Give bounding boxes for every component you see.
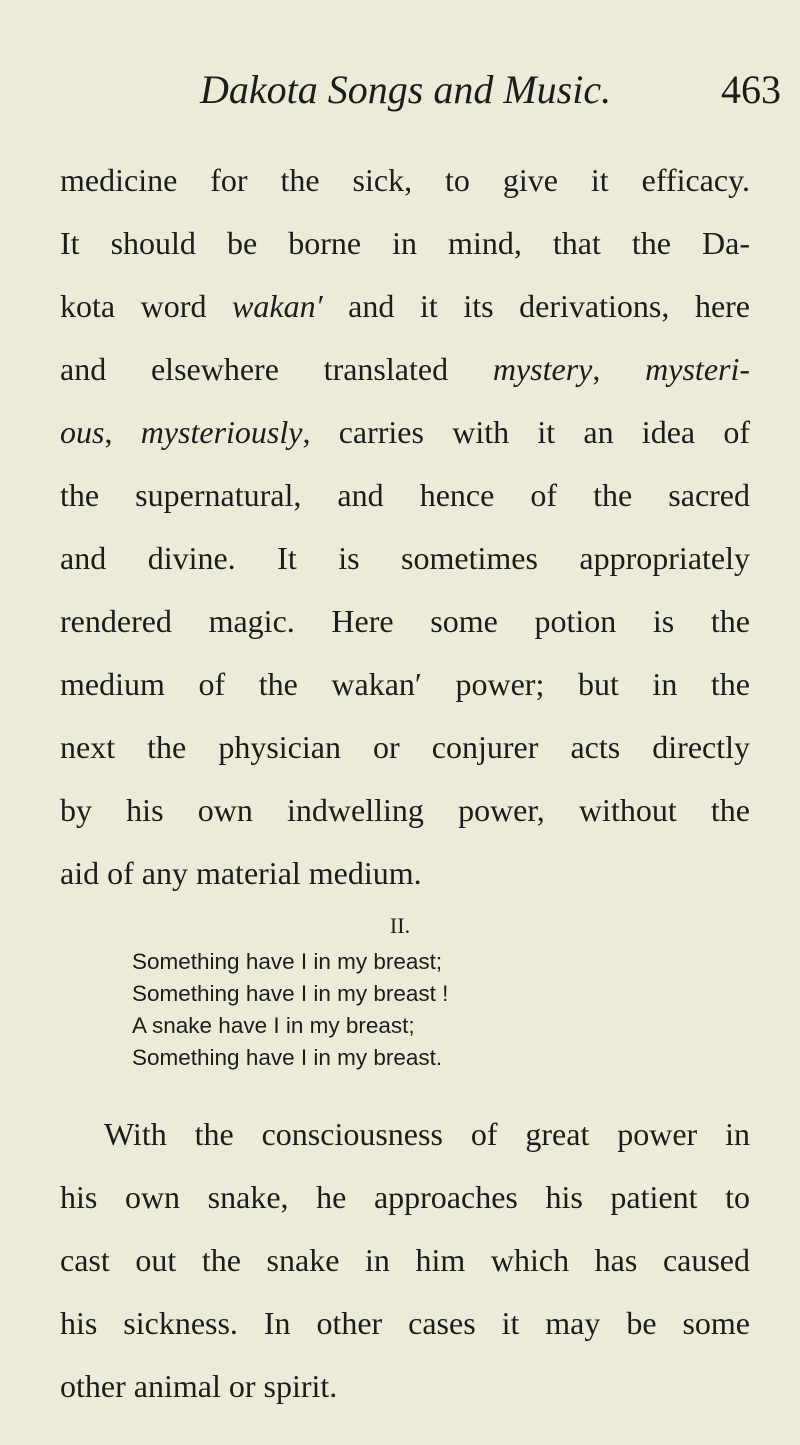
line-5-separator: ,	[104, 414, 141, 450]
paragraph-2-line-5: other animal or spirit.	[60, 1368, 338, 1404]
term-wakan: wakan′	[232, 288, 323, 324]
term-ous: ous	[60, 414, 105, 450]
term-mysteriously: mysteriously	[140, 414, 303, 450]
paragraph-1-line-10: next the physician or conjurer acts directly	[60, 729, 750, 765]
song-line-1: Something have I in my breast;	[132, 949, 443, 974]
paragraph-1-line-2: It should be borne in mind, that the Da-	[60, 225, 750, 261]
page-number: 463	[721, 67, 781, 112]
paragraph-1-line-3	[60, 286, 750, 326]
song-line-3: A snake have I in my breast;	[132, 1013, 415, 1038]
paragraph-1-line-11: by his own indwelling power, without the	[60, 792, 750, 828]
term-mysteri: mysteri-	[645, 351, 751, 387]
paragraph-1-line-12: aid of any material medium.	[60, 855, 422, 891]
paragraph-2-line-4: his sickness. In other cases it may be some	[60, 1305, 750, 1341]
running-title: Dakota Songs and Music.	[200, 67, 612, 112]
line-3-text-b: and it its derivations, here	[322, 288, 751, 324]
paragraph-2-line-3: cast out the snake in him which has caused	[60, 1242, 750, 1278]
paragraph-1-line-7: and divine. It is sometimes appropriately	[60, 540, 750, 576]
paragraph-1-line-9: medium of the wakan′ power; but in the	[60, 666, 750, 702]
paragraph-1-line-1: medicine for the sick, to give it efficacy.	[60, 162, 750, 198]
paragraph-1-line-8: rendered magic. Here some potion is the	[60, 603, 750, 639]
line-3-text-a: kota word	[60, 288, 233, 324]
line-4-separator: ,	[592, 351, 646, 387]
song-line-4: Something have I in my breast.	[132, 1045, 443, 1070]
term-mystery: mystery	[492, 351, 593, 387]
paragraph-2-line-2: his own snake, he approaches his patient to	[60, 1179, 750, 1215]
line-5-text-b: , carries with it an idea of	[302, 414, 751, 450]
song-line-2: Something have I in my breast !	[132, 981, 449, 1006]
line-4-text-a: and elsewhere translated	[60, 351, 493, 387]
paragraph-1-line-5	[60, 412, 750, 452]
section-numeral: II.	[389, 913, 411, 938]
paragraph-2-line-1: With the consciousness of great power in	[104, 1116, 750, 1152]
paragraph-1-line-6: the supernatural, and hence of the sacred	[60, 477, 750, 513]
paragraph-1-line-4	[60, 349, 750, 389]
